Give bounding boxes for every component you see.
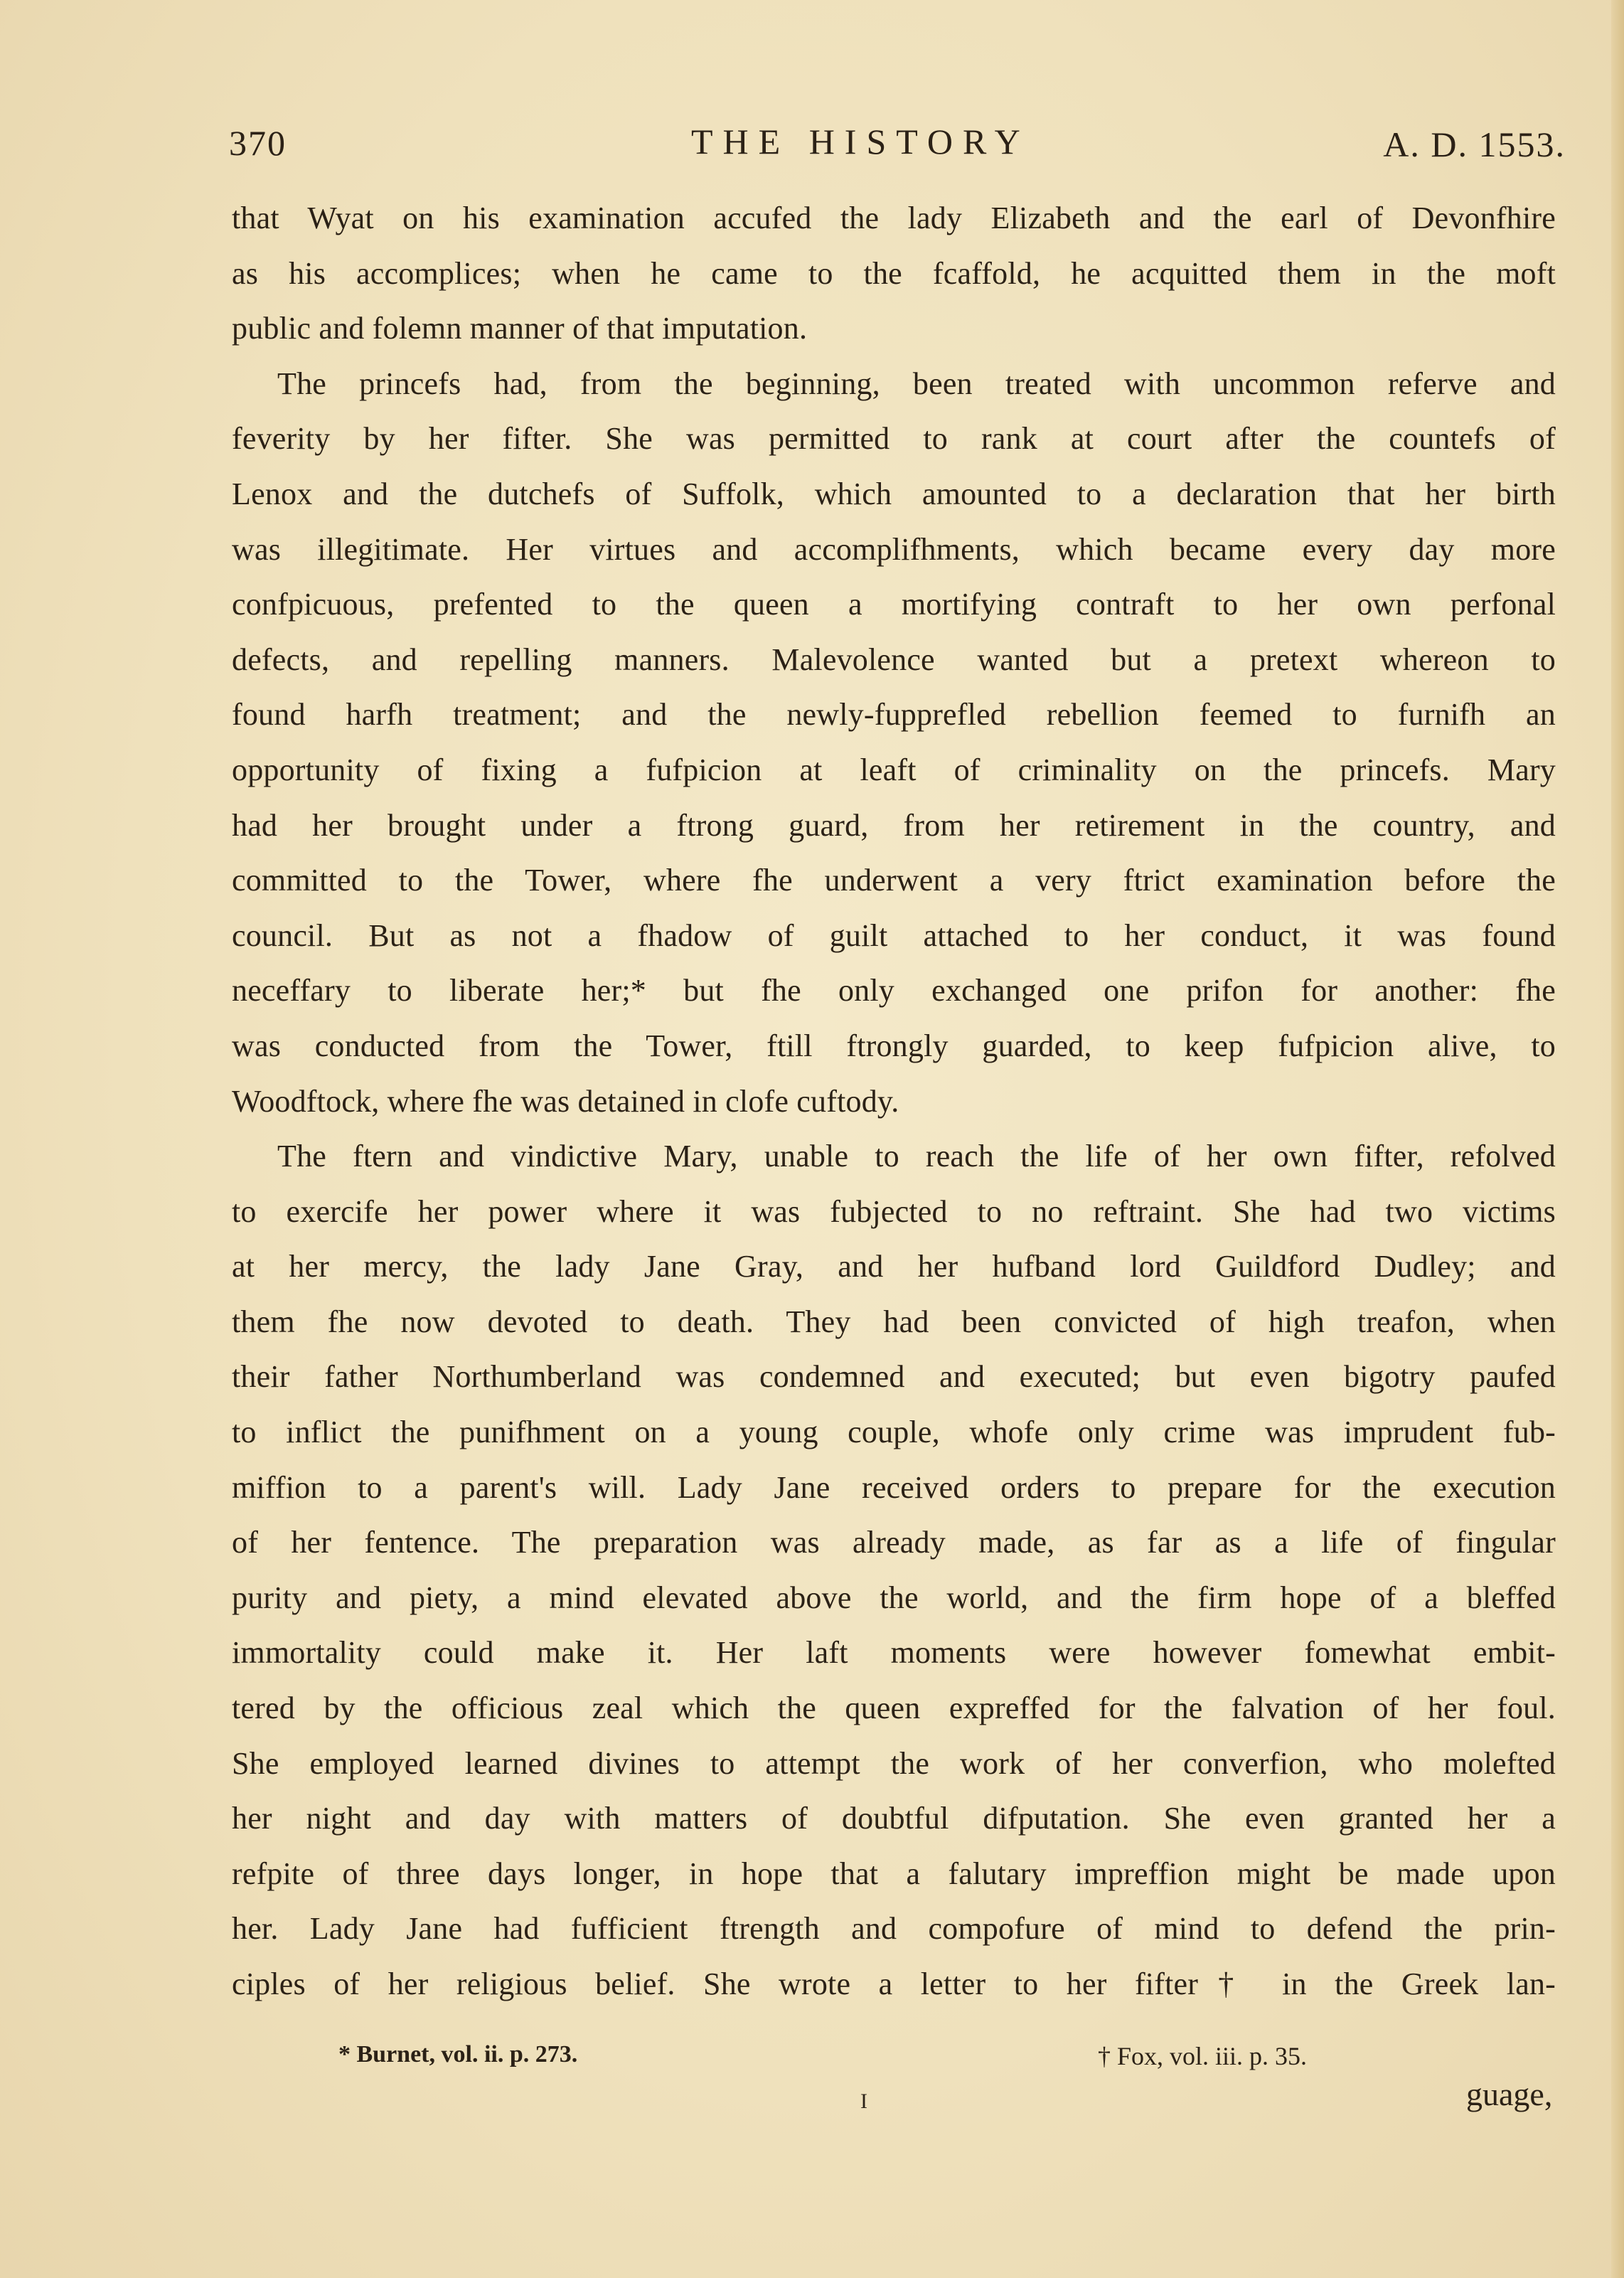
footnotes [232, 2041, 1556, 2091]
paragraph-start-line: The ftern and vindictive Mary, unable to reach the life of her own fifter, refolved [277, 1139, 1556, 1174]
running-title: THE HISTORY [691, 122, 1030, 161]
text-line: was conducted from the Tower, ftill ftrongly guarded, to keep fufpicion alive, to [232, 1028, 1556, 1063]
text-line: immortality could make it. Her laft moments were however fomewhat embit- [232, 1635, 1556, 1671]
text-line: refpite of three days longer, in hope that a falutary impreffion might be made upon [232, 1856, 1556, 1891]
text-line: Woodftock, where fhe was detained in clofe cuftody. [232, 1083, 899, 1119]
text-line: had her brought under a ftrong guard, from her retirement in the country, and [232, 807, 1556, 843]
text-line: Lenox and the dutchefs of Suffolk, which amounted to a declaration that her birth [232, 476, 1556, 511]
paragraph-start-line: The princefs had, from the beginning, been treated with uncommon referve and [277, 366, 1556, 401]
text-line: neceffary to liberate her;* but fhe only exchanged one prifon for another: fhe [232, 973, 1556, 1008]
running-header [229, 114, 1566, 171]
text-line: found harfh treatment; and the newly-fupprefled rebellion feemed to furnifh an [232, 697, 1556, 733]
signature-mark: I [860, 2090, 867, 2113]
text-line: them fhe now devoted to death. They had been convicted of high treafon, when [232, 1304, 1556, 1339]
text-line: tered by the officious zeal which the queen expreffed for the falvation of her foul. [232, 1691, 1556, 1726]
page-number: 370 [229, 123, 287, 163]
text-line: council. But as not a fhadow of guilt attached to her conduct, it was found [232, 917, 1556, 953]
text-line: committed to the Tower, where fhe underwent a very ftrict examination before the [232, 863, 1556, 898]
text-line: to exercife her power where it was fubjected to no reftraint. She had two victims [232, 1193, 1556, 1229]
body-text [232, 191, 1556, 2012]
text-line: her night and day with matters of doubtful difputation. She even granted her a [232, 1801, 1556, 1836]
text-line: feverity by her fifter. She was permitted to rank at court after the countefs of [232, 421, 1556, 457]
text-line: their father Northumberland was condemned and executed; but even bigotry paufed [232, 1359, 1556, 1395]
text-line: confpicuous, prefented to the queen a mortifying contraft to her own perfonal [232, 587, 1556, 622]
page-edge-shadow [1611, 0, 1624, 2278]
text-line: was illegitimate. Her virtues and accomplifhments, which became every day more [232, 531, 1556, 567]
footnote-burnet: * Burnet, vol. ii. p. 273. [338, 2041, 578, 2067]
text-line: opportunity of fixing a fufpicion at leaft of criminality on the princefs. Mary [232, 752, 1556, 787]
text-line: ciples of her religious belief. She wrote a letter to her fifter† in the Greek lan- [232, 1966, 1556, 2001]
catchword: guage, [1466, 2076, 1553, 2112]
text-line: that Wyat on his examination accufed the lady Elizabeth and the earl of Devonfhire [232, 201, 1556, 235]
text-line: as his accomplices; when he came to the fcaffold, he acquitted them in the moft [232, 255, 1556, 291]
text-line: of her fentence. The preparation was already made, as far as a life of fingular [232, 1525, 1556, 1560]
text-line: public and folemn manner of that imputation. [232, 311, 808, 346]
text-line: her. Lady Jane had fufficient ftrength and compofure of mind to defend the prin- [232, 1911, 1556, 1947]
text-line: defects, and repelling manners. Malevolence wanted but a pretext whereon to [232, 642, 1556, 677]
footnote-fox: † Fox, vol. iii. p. 35. [1098, 2042, 1308, 2070]
text-line: at her mercy, the lady Jane Gray, and her hufband lord Guildford Dudley; and [232, 1249, 1556, 1284]
header-date: A. D. 1553. [1383, 124, 1566, 164]
text-line: She employed learned divines to attempt the work of her converfion, who molefted [232, 1745, 1556, 1781]
text-line: purity and piety, a mind elevated above the world, and the firm hope of a bleffed [232, 1580, 1556, 1615]
text-line: miffion to a parent's will. Lady Jane received orders to prepare for the execution [232, 1469, 1556, 1505]
text-line: to inflict the punifhment on a young couple, whofe only crime was imprudent fub- [232, 1415, 1556, 1450]
